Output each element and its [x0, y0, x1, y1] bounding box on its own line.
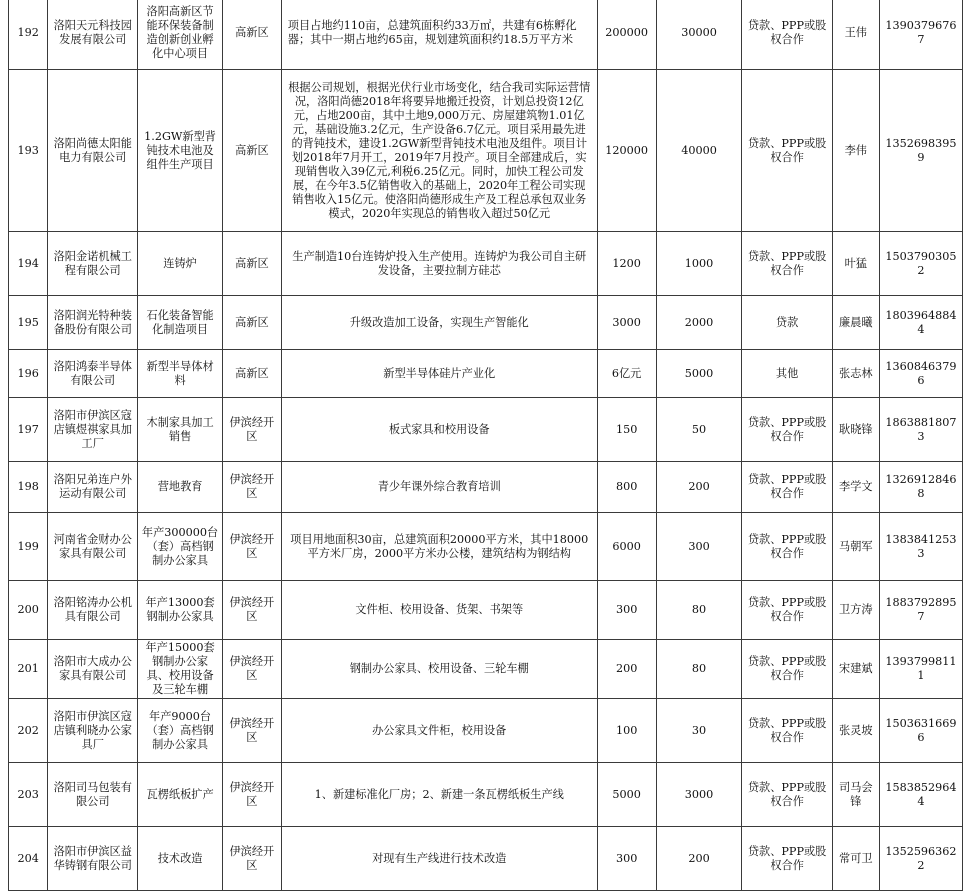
cell-content: 板式家具和校用设备: [281, 398, 597, 462]
table-row: [9, 0, 963, 70]
cell-contact: 李伟: [832, 70, 879, 232]
table-row: [9, 513, 963, 581]
cell-content: 生产制造10台连铸炉投入生产使用。连铸炉为我公司自主研发设备，主要拉制方硅芯: [281, 232, 597, 296]
table-row: [9, 699, 963, 763]
cell-phone: 13608463796: [879, 350, 962, 398]
cell-project: 连铸炉: [138, 232, 223, 296]
cell-no: 196: [9, 350, 48, 398]
cell-no: 200: [9, 581, 48, 640]
cell-district: 高新区: [222, 70, 281, 232]
cell-no: 192: [9, 0, 48, 70]
cell-content: 文件柜、校用设备、货架、书架等: [281, 581, 597, 640]
cell-company: 洛阳司马包装有限公司: [48, 763, 138, 827]
cell-company: 洛阳金诺机械工程有限公司: [48, 232, 138, 296]
table-body: [9, 0, 963, 891]
cell-mode: 贷款、PPP或股权合作: [742, 398, 832, 462]
cell-mode: 贷款、PPP或股权合作: [742, 763, 832, 827]
cell-total: 3000: [597, 296, 656, 350]
cell-mode: 贷款、PPP或股权合作: [742, 699, 832, 763]
cell-phone: 13525963622: [879, 827, 962, 891]
cell-project: 年产300000台（套）高档钢制办公家具: [138, 513, 223, 581]
cell-project: 洛阳高新区节能环保装备制造创新创业孵化中心项目: [138, 0, 223, 70]
cell-contact: 叶猛: [832, 232, 879, 296]
cell-district: 伊滨经开区: [222, 699, 281, 763]
cell-mode: 贷款、PPP或股权合作: [742, 513, 832, 581]
cell-district: 高新区: [222, 0, 281, 70]
cell-mode: 贷款、PPP或股权合作: [742, 581, 832, 640]
cell-content: 青少年课外综合教育培训: [281, 462, 597, 513]
cell-no: 203: [9, 763, 48, 827]
cell-phone: 13526983959: [879, 70, 962, 232]
cell-company: 洛阳润光特种装备股份有限公司: [48, 296, 138, 350]
cell-total: 1200: [597, 232, 656, 296]
cell-no: 193: [9, 70, 48, 232]
cell-no: 197: [9, 398, 48, 462]
cell-project: 年产15000套钢制办公家具、校用设备及三轮车棚: [138, 640, 223, 699]
cell-content: 项目占地约110亩，总建筑面积约33万㎡，共建有6栋孵化器；其中一期占地约65亩，规划建筑面积约18.5万平方米: [281, 0, 597, 70]
cell-total: 200: [597, 640, 656, 699]
cell-total: 200000: [597, 0, 656, 70]
cell-contact: 王伟: [832, 0, 879, 70]
cell-invest: 1000: [656, 232, 742, 296]
cell-contact: 李学文: [832, 462, 879, 513]
cell-content: 办公家具文件柜，校用设备: [281, 699, 597, 763]
cell-invest: 40000: [656, 70, 742, 232]
cell-contact: 廉晨曦: [832, 296, 879, 350]
cell-mode: 贷款、PPP或股权合作: [742, 232, 832, 296]
cell-no: 201: [9, 640, 48, 699]
cell-content: 项目用地面积30亩，总建筑面积20000平方米，其中18000平方米厂房，2000平方米办公楼，建筑结构为钢结构: [281, 513, 597, 581]
cell-district: 伊滨经开区: [222, 581, 281, 640]
cell-project: 1.2GW新型背钝技术电池及组件生产项目: [138, 70, 223, 232]
cell-contact: 张志林: [832, 350, 879, 398]
cell-company: 洛阳兄弟连户外运动有限公司: [48, 462, 138, 513]
cell-project: 年产9000台（套）高档钢制办公家具: [138, 699, 223, 763]
cell-project: 营地教育: [138, 462, 223, 513]
cell-company: 河南省金财办公家具有限公司: [48, 513, 138, 581]
cell-content: 根据公司规划，根据光伏行业市场变化，结合我司实际运营情况，洛阳尚德2018年将要异地搬迁投资，计划总投资12亿元，占地200亩，其中土地9,000万元、房屋建筑物1.01亿元，基础设施3.2亿元，生产设备6.7亿元。项目采用最先进的背钝技术，建设1.2GW新型背钝技术电池及组件。项目计划2018年7月开工，2019年7月投产。项目全部建成后，实现销售收入39亿元,利税6.25亿元。同时，加快工程公司发展，在今年3.5亿销售收入的基础上，2020年工程公司实现销售收入15亿元。使洛阳尚德形成生产及工程总承包双业务模式，2020年实现总的销售收入超过50亿元: [281, 70, 597, 232]
cell-district: 伊滨经开区: [222, 513, 281, 581]
cell-no: 204: [9, 827, 48, 891]
cell-content: 新型半导体硅片产业化: [281, 350, 597, 398]
cell-phone: 18837928957: [879, 581, 962, 640]
cell-content: 升级改造加工设备，实现生产智能化: [281, 296, 597, 350]
cell-total: 800: [597, 462, 656, 513]
project-table: [8, 0, 963, 891]
cell-no: 202: [9, 699, 48, 763]
cell-contact: 司马会锋: [832, 763, 879, 827]
cell-phone: 13903796767: [879, 0, 962, 70]
cell-phone: 15037903052: [879, 232, 962, 296]
cell-total: 150: [597, 398, 656, 462]
cell-phone: 18039648844: [879, 296, 962, 350]
cell-company: 洛阳市伊滨区益华铸钢有限公司: [48, 827, 138, 891]
cell-contact: 耿晓锋: [832, 398, 879, 462]
cell-total: 6亿元: [597, 350, 656, 398]
cell-project: 石化装备智能化制造项目: [138, 296, 223, 350]
cell-total: 100: [597, 699, 656, 763]
cell-invest: 200: [656, 462, 742, 513]
table-row: [9, 581, 963, 640]
cell-phone: 15838529644: [879, 763, 962, 827]
cell-invest: 2000: [656, 296, 742, 350]
cell-total: 6000: [597, 513, 656, 581]
cell-company: 洛阳铭涛办公机具有限公司: [48, 581, 138, 640]
cell-company: 洛阳市伊滨区寇店镇煜祺家具加工厂: [48, 398, 138, 462]
cell-contact: 常可卫: [832, 827, 879, 891]
table-row: [9, 350, 963, 398]
cell-content: 1、新建标准化厂房；2、新建一条瓦楞纸板生产线: [281, 763, 597, 827]
cell-company: 洛阳天元科技园发展有限公司: [48, 0, 138, 70]
table-row: [9, 462, 963, 513]
cell-no: 195: [9, 296, 48, 350]
cell-total: 300: [597, 581, 656, 640]
cell-content: 对现有生产线进行技术改造: [281, 827, 597, 891]
cell-contact: 张灵坡: [832, 699, 879, 763]
cell-phone: 18638818073: [879, 398, 962, 462]
cell-invest: 200: [656, 827, 742, 891]
cell-mode: 贷款、PPP或股权合作: [742, 70, 832, 232]
cell-contact: 宋建斌: [832, 640, 879, 699]
cell-no: 199: [9, 513, 48, 581]
cell-project: 年产13000套钢制办公家具: [138, 581, 223, 640]
cell-contact: 卫方涛: [832, 581, 879, 640]
cell-contact: 马朝军: [832, 513, 879, 581]
cell-invest: 30: [656, 699, 742, 763]
cell-mode: 贷款、PPP或股权合作: [742, 827, 832, 891]
cell-mode: 贷款、PPP或股权合作: [742, 0, 832, 70]
cell-district: 高新区: [222, 350, 281, 398]
cell-no: 194: [9, 232, 48, 296]
cell-project: 木制家具加工销售: [138, 398, 223, 462]
table-row: [9, 763, 963, 827]
cell-company: 洛阳市大成办公家具有限公司: [48, 640, 138, 699]
cell-company: 洛阳鸿泰半导体有限公司: [48, 350, 138, 398]
cell-project: 瓦楞纸板扩产: [138, 763, 223, 827]
table-row: [9, 827, 963, 891]
cell-company: 洛阳尚德太阳能电力有限公司: [48, 70, 138, 232]
table-row: [9, 640, 963, 699]
table-row: [9, 232, 963, 296]
cell-mode: 贷款、PPP或股权合作: [742, 462, 832, 513]
cell-project: 技术改造: [138, 827, 223, 891]
cell-phone: 13937998111: [879, 640, 962, 699]
table-row: [9, 398, 963, 462]
cell-mode: 贷款、PPP或股权合作: [742, 640, 832, 699]
cell-district: 伊滨经开区: [222, 462, 281, 513]
cell-total: 5000: [597, 763, 656, 827]
cell-district: 伊滨经开区: [222, 763, 281, 827]
cell-phone: 13838412533: [879, 513, 962, 581]
cell-phone: 15036316696: [879, 699, 962, 763]
cell-district: 伊滨经开区: [222, 398, 281, 462]
cell-district: 高新区: [222, 296, 281, 350]
cell-invest: 3000: [656, 763, 742, 827]
cell-district: 伊滨经开区: [222, 827, 281, 891]
table-row: [9, 296, 963, 350]
cell-invest: 50: [656, 398, 742, 462]
cell-company: 洛阳市伊滨区寇店镇利晓办公家具厂: [48, 699, 138, 763]
table-row: [9, 70, 963, 232]
cell-phone: 13269128468: [879, 462, 962, 513]
cell-project: 新型半导体材料: [138, 350, 223, 398]
cell-total: 300: [597, 827, 656, 891]
cell-mode: 贷款: [742, 296, 832, 350]
cell-invest: 80: [656, 640, 742, 699]
cell-total: 120000: [597, 70, 656, 232]
cell-invest: 30000: [656, 0, 742, 70]
cell-district: 高新区: [222, 232, 281, 296]
cell-mode: 其他: [742, 350, 832, 398]
cell-district: 伊滨经开区: [222, 640, 281, 699]
cell-invest: 300: [656, 513, 742, 581]
cell-no: 198: [9, 462, 48, 513]
cell-invest: 80: [656, 581, 742, 640]
cell-content: 钢制办公家具、校用设备、三轮车棚: [281, 640, 597, 699]
cell-invest: 5000: [656, 350, 742, 398]
